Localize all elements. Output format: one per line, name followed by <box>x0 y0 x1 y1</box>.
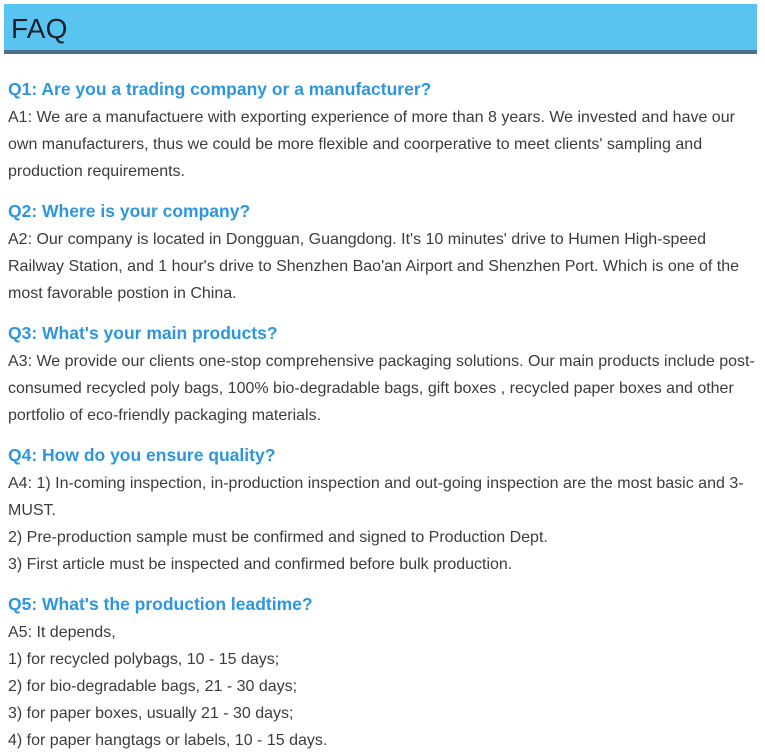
faq-question-q3: Q3: What's your main products? <box>8 323 278 343</box>
faq-answer-q4-line3: 3) First article must be inspected and confirmed before bulk production. <box>8 556 513 573</box>
faq-question-q4: Q4: How do you ensure quality? <box>8 445 276 465</box>
faq-item-q4 <box>8 444 755 578</box>
faq-answer-q4-line2: 2) Pre-production sample must be confirmed and signed to Production Dept. <box>8 529 548 546</box>
faq-question-q2: Q2: Where is your company? <box>8 201 251 221</box>
faq-answer-q5-line5: 4) for paper hangtags or labels, 10 - 15 days. <box>8 732 328 749</box>
faq-item-q1 <box>8 78 755 185</box>
faq-question-q5: Q5: What's the production leadtime? <box>8 594 313 614</box>
faq-answer-q5-line2: 1) for recycled polybags, 10 - 15 days; <box>8 651 280 668</box>
faq-answer-q3: A3: We provide our clients one-stop comprehensive packaging solutions. Our main products include post-consumed recycled poly bags, 100% bio-degradable bags, gift boxes , recycled paper boxes and other portfolio of eco-friendly packaging materials. <box>8 353 755 424</box>
faq-item-q3 <box>8 322 755 429</box>
faq-answer-q5-line4: 3) for paper boxes, usually 21 - 30 days; <box>8 705 294 722</box>
faq-question-q1: Q1: Are you a trading company or a manufacturer? <box>8 79 432 99</box>
faq-item-q5 <box>8 593 755 754</box>
faq-answer-q5-line3: 2) for bio-degradable bags, 21 - 30 days; <box>8 678 298 695</box>
faq-answer-q2: A2: Our company is located in Dongguan, Guangdong. It's 10 minutes' drive to Humen High-speed Railway Station, and 1 hour's drive to Shenzhen Bao'an Airport and Shenzhen Port. Which is one of the most favorable postion in China. <box>8 231 739 302</box>
faq-answer-q1: A1: We are a manufactuere with exporting experience of more than 8 years. We invested and have our own manufacturers, thus we could be more flexible and coorperative to meet clients' sampling and production requirements. <box>8 109 735 180</box>
faq-answer-q4-line1: A4: 1) In-coming inspection, in-production inspection and out-going inspection are the most basic and 3-MUST. <box>8 475 744 519</box>
faq-item-q2 <box>8 200 755 307</box>
faq-answer-q5-line1: A5: It depends, <box>8 624 116 641</box>
page-title: FAQ <box>11 13 68 44</box>
faq-content <box>8 78 755 754</box>
faq-section-header <box>4 4 757 54</box>
